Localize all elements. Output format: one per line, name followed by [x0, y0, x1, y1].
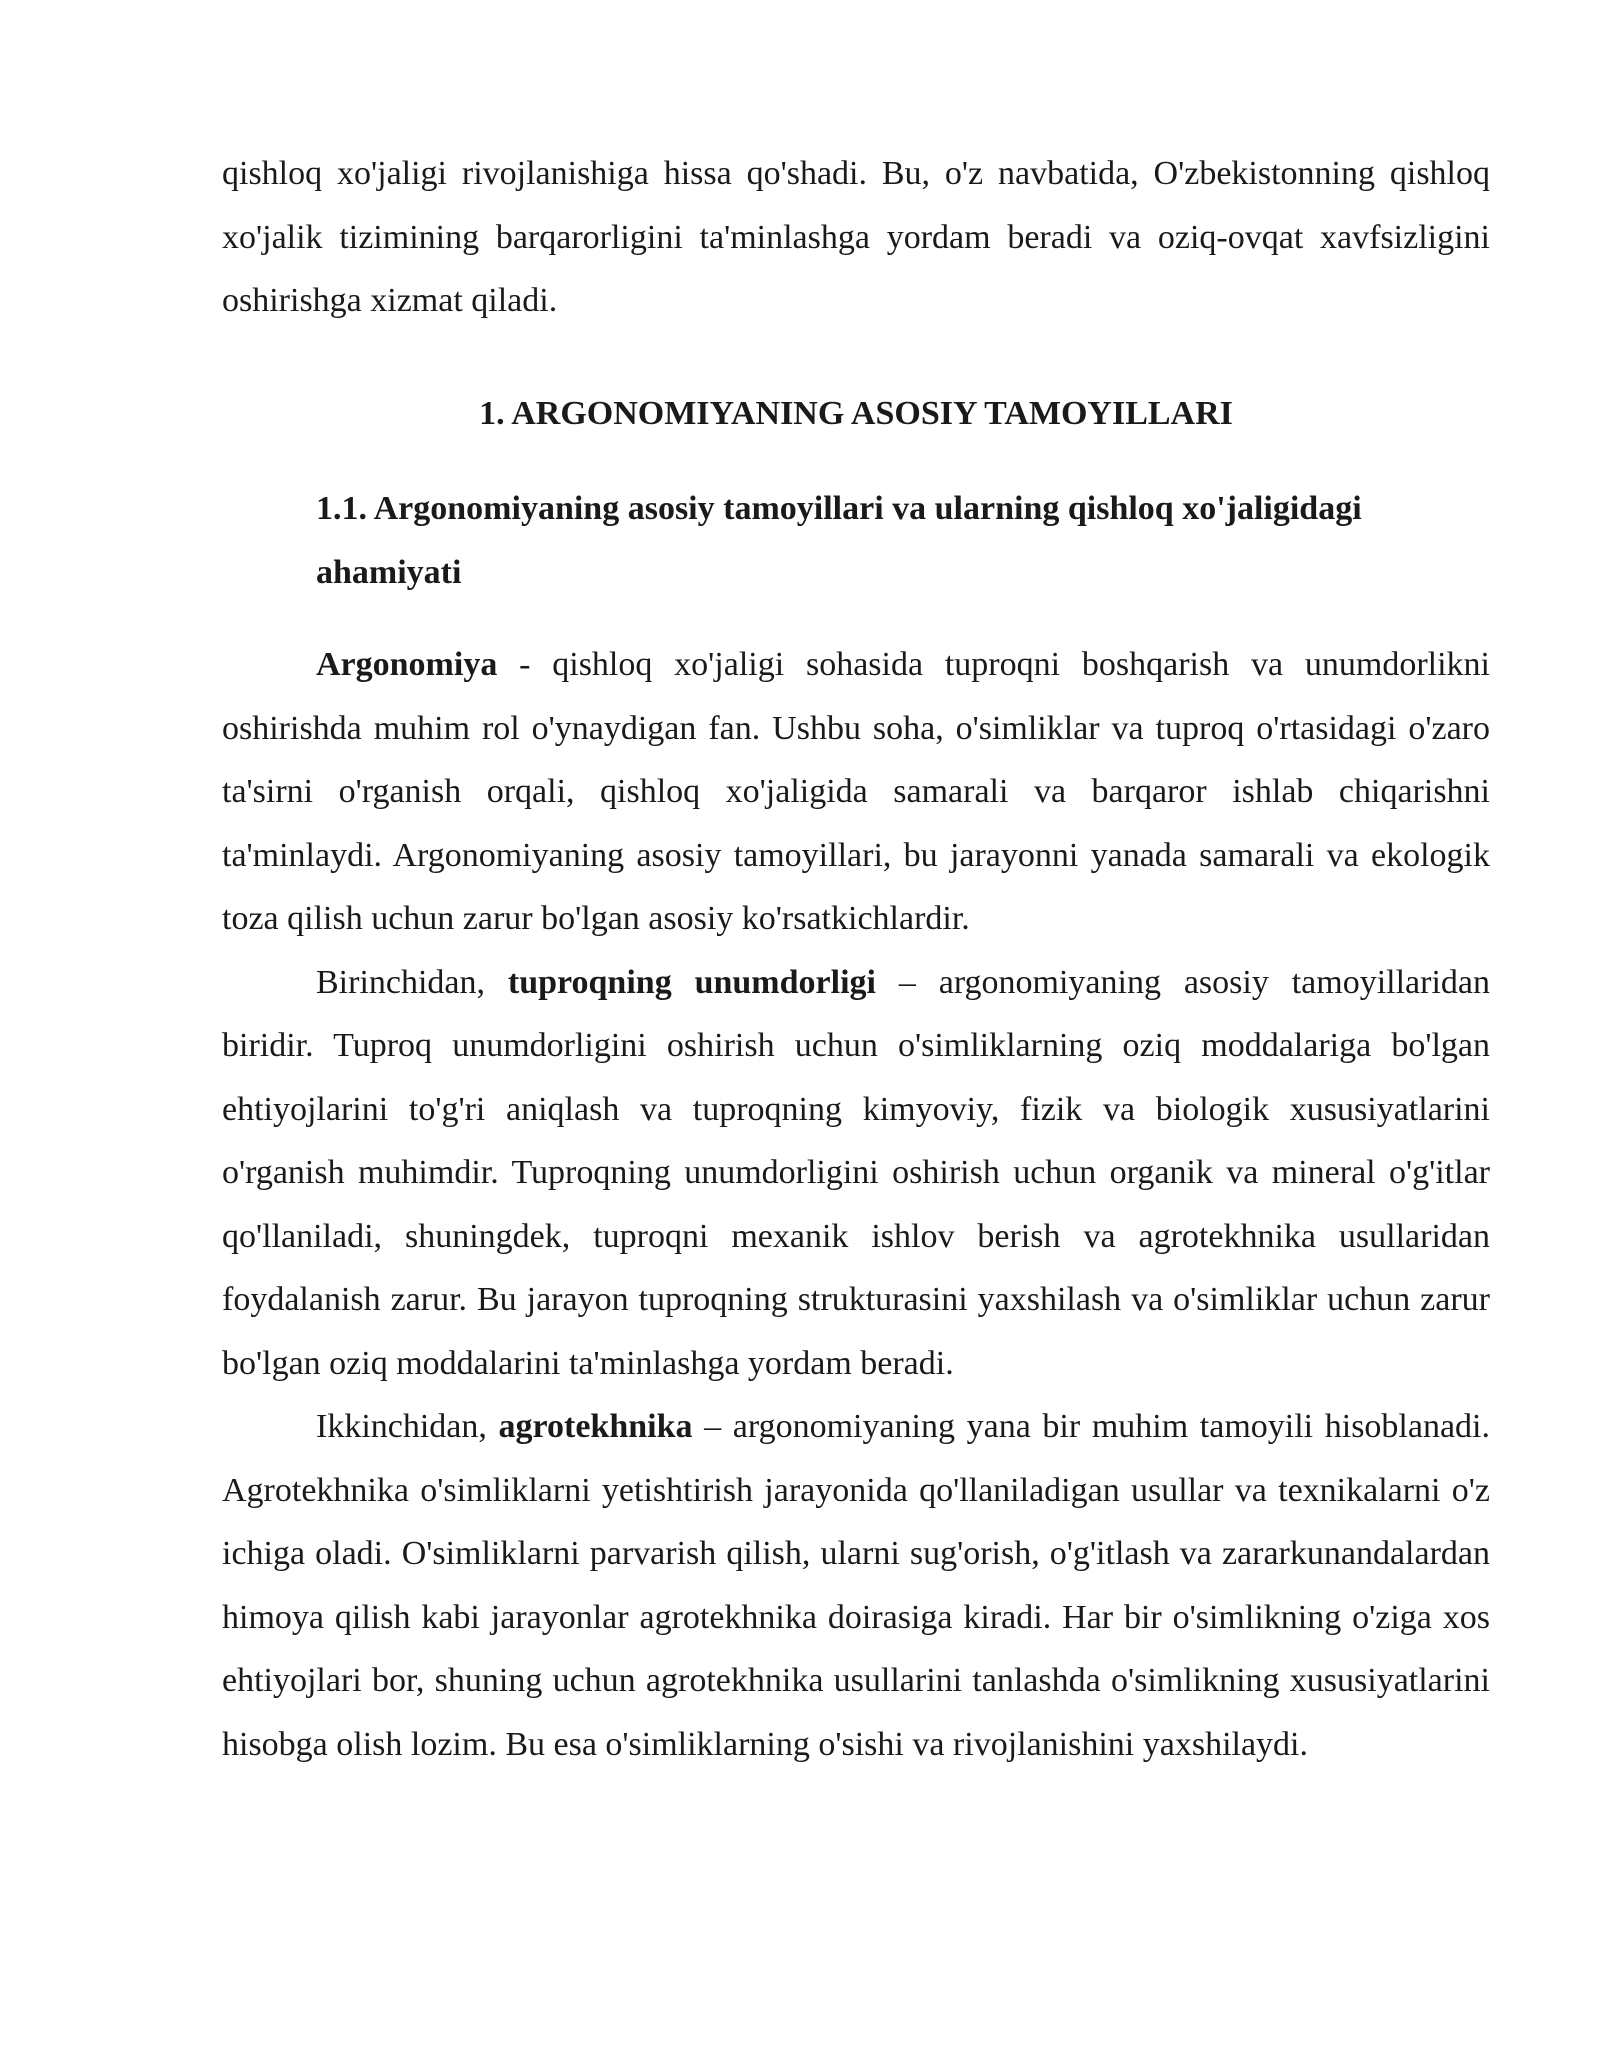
- paragraph-argonomiya-text: - qishloq xo'jaligi sohasida tuproqni boshqarish va unumdorlikni oshirishda muhim rol o'ynaydigan fan. Ushbu soha, o'simliklar va tuproq o'rtasidagi o'zaro ta'sirni o'rganish orqali, qishloq xo'jaligida samarali va barqaror ishlab chiqarishni ta'minlaydi. Argonomiyaning asosiy tamoyillari, bu jarayonni yanada samarali va ekologik toza qilish uchun zarur bo'lgan asosiy ko'rsatkichlardir.: [222, 646, 1490, 937]
- paragraph-tuproq: [222, 951, 1490, 1396]
- subsection-heading: 1.1. Argonomiyaning asosiy tamoyillari va ularning qishloq xo'jaligidagi ahamiyati: [316, 490, 1362, 591]
- term-agrotekhnika: agrotekhnika: [498, 1408, 693, 1445]
- paragraph-tuproq-text: – argonomiyaning asosiy tamoyillaridan biridir. Tuproq unumdorligini oshirish uchun o'simliklarning oziq moddalariga bo'lgan ehtiyojlarini to'g'ri aniqlash va tuproqning kimyoviy, fizik va biologik xususiyatlarini o'rganish muhimdir. Tuproqning unumdorligini oshirish uchun organik va mineral o'g'itlar qo'llaniladi, shuningdek, tuproqni mexanik ishlov berish va agrotekhnika usullaridan foydalanish zarur. Bu jarayon tuproqning strukturasini yaxshilash va o'simliklar uchun zarur bo'lgan oziq moddalarini ta'minlashga yordam beradi.: [222, 963, 1490, 1382]
- paragraph-argonomiya: [222, 633, 1490, 951]
- intro-paragraph: qishloq xo'jaligi rivojlanishiga hissa qo'shadi. Bu, o'z navbatida, O'zbekistonning qishloq xo'jalik tizimining barqarorligini ta'minlashga yordam beradi va oziq-ovqat xavfsizligini oshirishga xizmat qiladi.: [222, 155, 1490, 319]
- paragraph-agrotekhnika: [222, 1395, 1490, 1776]
- document-page: [222, 142, 1490, 1776]
- section-heading: 1. ARGONOMIYANING ASOSIY TAMOYILLARI: [479, 394, 1233, 432]
- term-tuproqning-unumdorligi: tuproqning unumdorligi: [507, 963, 876, 1001]
- paragraph-tuproq-lead: Birinchidan,: [316, 963, 508, 1001]
- paragraph-agrotekhnika-text: – argonomiyaning yana bir muhim tamoyili hisoblanadi. Agrotekhnika o'simliklarni yetishtirish jarayonida qo'llaniladigan usullar va texnikalarni o'z ichiga oladi. O'simliklarni parvarish qilish, ularni sug'orish, o'g'itlash va zararkunandalardan himoya qilish kabi jarayonlar agrotekhnika doirasiga kiradi. Har bir o'simlikning o'ziga xos ehtiyojlari bor, shuning uchun agrotekhnika usullarini tanlashda o'simlikning xususiyatlarini hisobga olish lozim. Bu esa o'simliklarning o'sishi va rivojlanishini yaxshilaydi.: [222, 1408, 1490, 1763]
- paragraph-agrotekhnika-lead: Ikkinchidan,: [316, 1408, 499, 1445]
- term-argonomiya: Argonomiya: [316, 646, 498, 683]
